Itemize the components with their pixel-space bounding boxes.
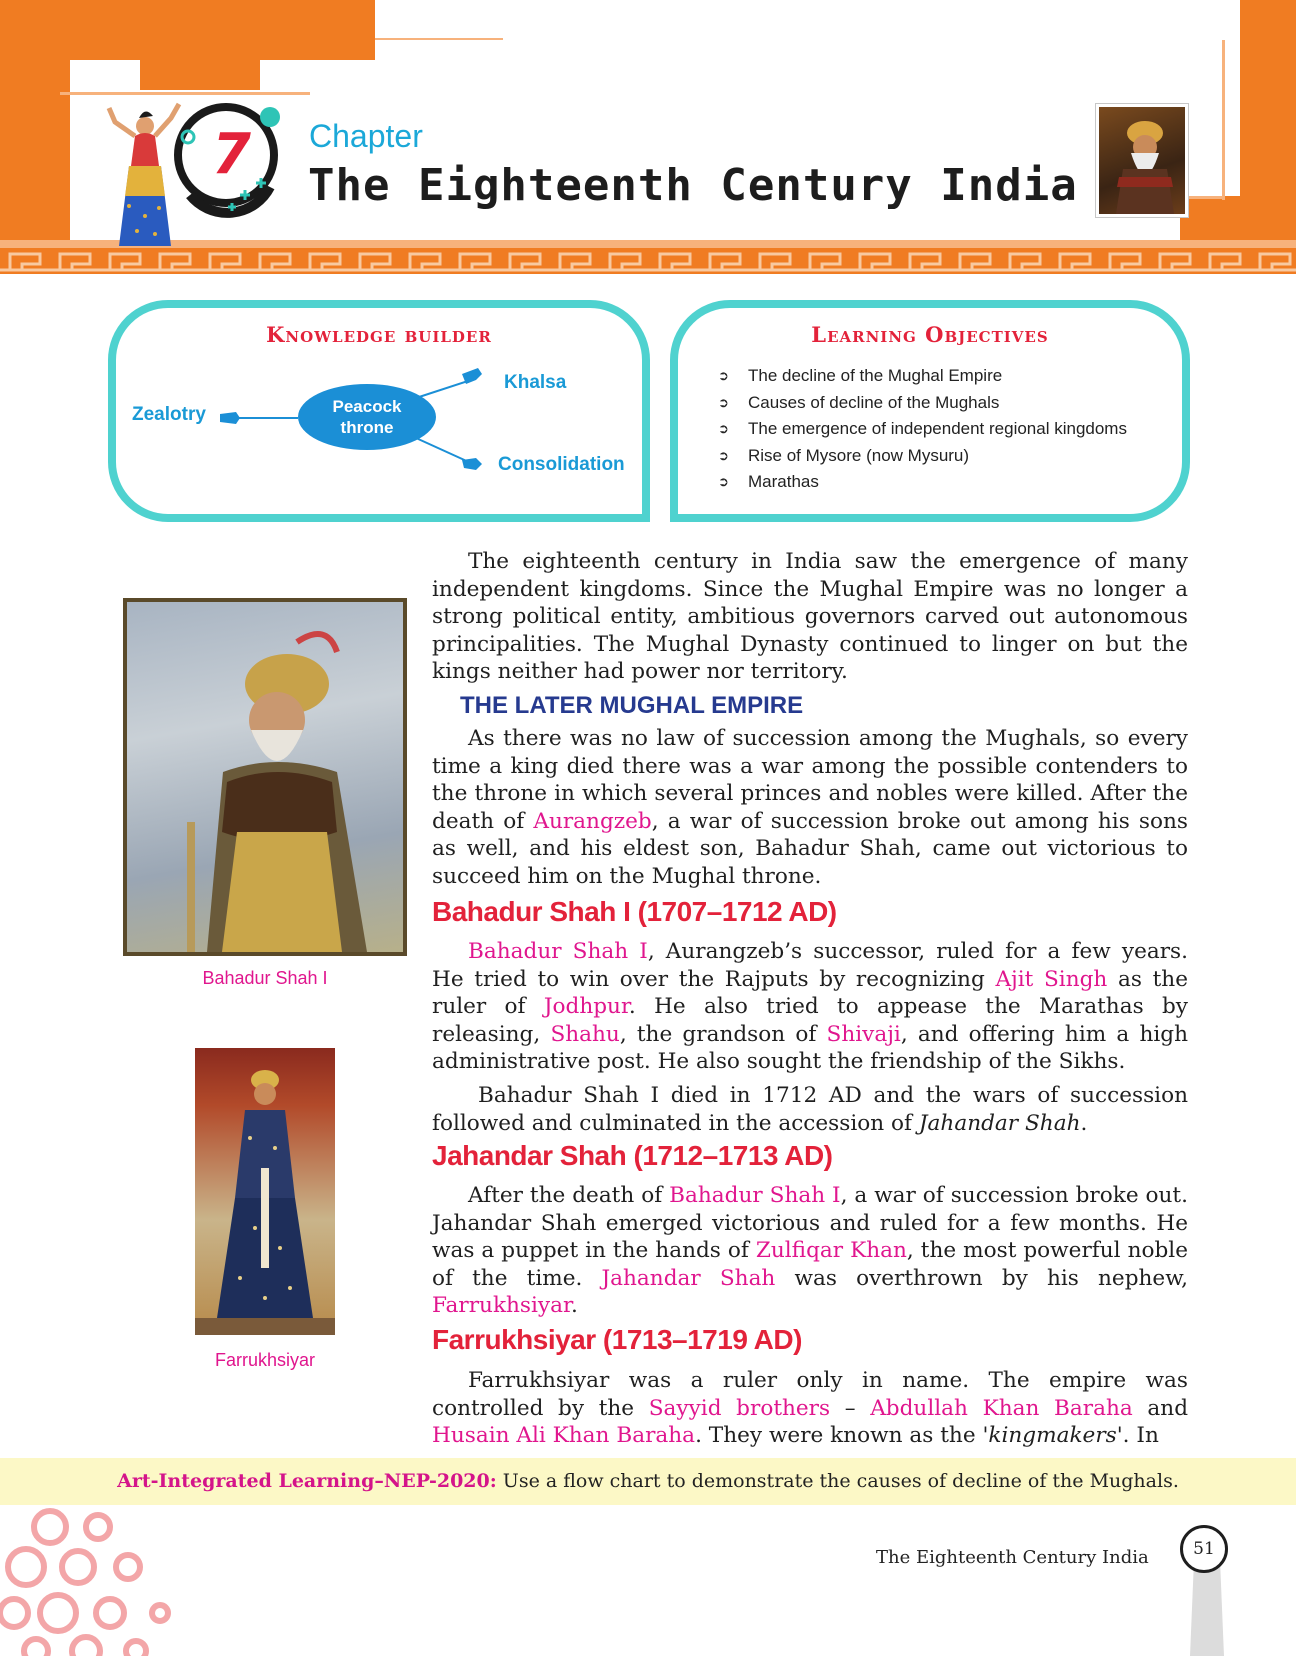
bahadur-paragraph-2: Bahadur Shah I died in 1712 AD and the wars of succession followed and culminated in the accession of Jahandar Shah. — [432, 1083, 1188, 1136]
mindmap-node-zealotry: Zealotry — [132, 404, 206, 425]
objective-item: ➲ The emergence of independent regional kingdoms — [718, 416, 1127, 443]
art-integrated-learning-bar — [0, 1458, 1296, 1505]
objective-item: ➲ Causes of decline of the Mughals — [718, 390, 1127, 417]
footer-chapter-title: The Eighteenth Century India — [876, 1547, 1149, 1568]
arrow-bullet-icon: ➲ — [718, 474, 729, 489]
header-bar-right — [1240, 0, 1296, 270]
header-bar-top — [0, 0, 375, 60]
farrukhsiyar-portrait — [195, 1048, 335, 1335]
learning-objectives-title: Learning Objectives — [811, 322, 1049, 347]
intro-paragraph: The eighteenth century in India saw the emergence of many independent kingdoms. Since the Mughal Empire was no longer a strong political entity, ambitious governors carved out autonomous principalities. The Mughal Dynasty continued to linger on but the kings neither had power nor territory. — [432, 549, 1188, 685]
objective-item: ➲ Marathas — [718, 469, 1127, 496]
caption-farrukhsiyar: Farrukhsiyar — [214, 1350, 316, 1370]
bahadur-shah-portrait — [123, 598, 407, 956]
caption-bahadur-shah: Bahadur Shah I — [202, 968, 328, 988]
mindmap-center-line1: Peacock — [332, 397, 402, 416]
highlight-aurangzeb: Aurangzeb — [533, 808, 652, 834]
heading-bahadur-shah: Bahadur Shah I (1707–1712 AD) — [432, 896, 837, 927]
portrait-figure — [1099, 107, 1188, 217]
art-integrated-text: Art-Integrated Learning–NEP-2020: Use a flow chart to demonstrate the causes of decline of the Mughals. — [117, 1470, 1179, 1492]
arrow-bullet-icon: ➲ — [718, 394, 729, 410]
heading-farrukhsiyar: Farrukhsiyar (1713–1719 AD) — [432, 1324, 802, 1355]
greek-key-border — [0, 248, 1296, 274]
header-bar-left — [0, 60, 70, 250]
jahandar-paragraph: After the death of Bahadur Shah I, a war of succession broke out. Jahandar Shah emerged victorious and ruled for a few months. He was a puppet in the hands of Zulfiqar Khan, the most powerful noble of the time. Jahandar Shah was overthrown by his nephew, Farrukhsiyar. — [432, 1183, 1188, 1319]
mindmap-node-khalsa: Khalsa — [504, 372, 567, 393]
later-mughal-paragraph: As there was no law of succession among the Mughals, so every time a king died there was a war among the possible contenders to the throne in which several princes and nobles were killed. After the death of Aurangzeb, a war of succession broke out among his sons as well, and his eldest son, Bahadur Shah, came out victorious to succeed him on the Mughal throne. — [432, 726, 1188, 889]
learning-objectives-card — [670, 300, 1190, 522]
art-integrated-label: Art-Integrated Learning–NEP-2020: — [117, 1470, 497, 1492]
learning-objectives-list — [718, 363, 1127, 496]
mindmap-center-node — [298, 384, 436, 450]
section-heading-later-mughal: THE LATER MUGHAL EMPIRE — [460, 692, 804, 719]
molecule-decoration — [0, 1505, 180, 1656]
ranjit-singh-portrait — [1096, 104, 1188, 217]
chapter-title: The Eighteenth Century India — [308, 160, 1078, 211]
arrow-bullet-icon: ➲ — [718, 447, 729, 463]
bahadur-paragraph-1: Bahadur Shah I, Aurangzeb’s successor, ruled for a few years. He tried to win over the Rajputs by recognizing Ajit Singh as the ruler of Jodhpur. He also tried to appease the Marathas by releasing, Shahu, the grandson of Shivaji, and offering him a high administrative post. He also sought the friendship of the Sikhs. — [432, 939, 1189, 1075]
page-number: 51 — [1180, 1525, 1228, 1573]
objective-item: ➲ Rise of Mysore (now Mysuru) — [718, 443, 1127, 470]
mindmap-center-line2: throne — [340, 418, 394, 437]
heading-jahandar-shah: Jahandar Shah (1712–1713 AD) — [432, 1140, 833, 1171]
mindmap-node-consolidation: Consolidation — [498, 454, 625, 475]
header-bottom-rule — [0, 240, 1296, 248]
arrow-bullet-icon: ➲ — [718, 368, 729, 383]
header-line — [1222, 40, 1225, 200]
knowledge-builder-card — [108, 300, 650, 522]
header-bar-block — [140, 60, 260, 90]
chapter-number: 7 — [212, 122, 251, 187]
knowledge-builder-title: Knowledge builder — [266, 322, 492, 347]
header-line — [375, 38, 503, 40]
page-tab-decoration — [1190, 1560, 1224, 1656]
portrait-figure — [195, 1048, 335, 1335]
arrow-bullet-icon: ➲ — [718, 421, 729, 436]
objective-item: ➲ The decline of the Mughal Empire — [718, 363, 1127, 390]
portrait-figure — [127, 602, 403, 952]
chapter-label: Chapter — [309, 118, 423, 154]
farrukhsiyar-paragraph: Farrukhsiyar was a ruler only in name. The empire was controlled by the Sayyid brothers – Abdullah Khan Baraha and Husain Ali Khan Baraha. They were known as the 'kingmakers'. In — [432, 1368, 1189, 1449]
